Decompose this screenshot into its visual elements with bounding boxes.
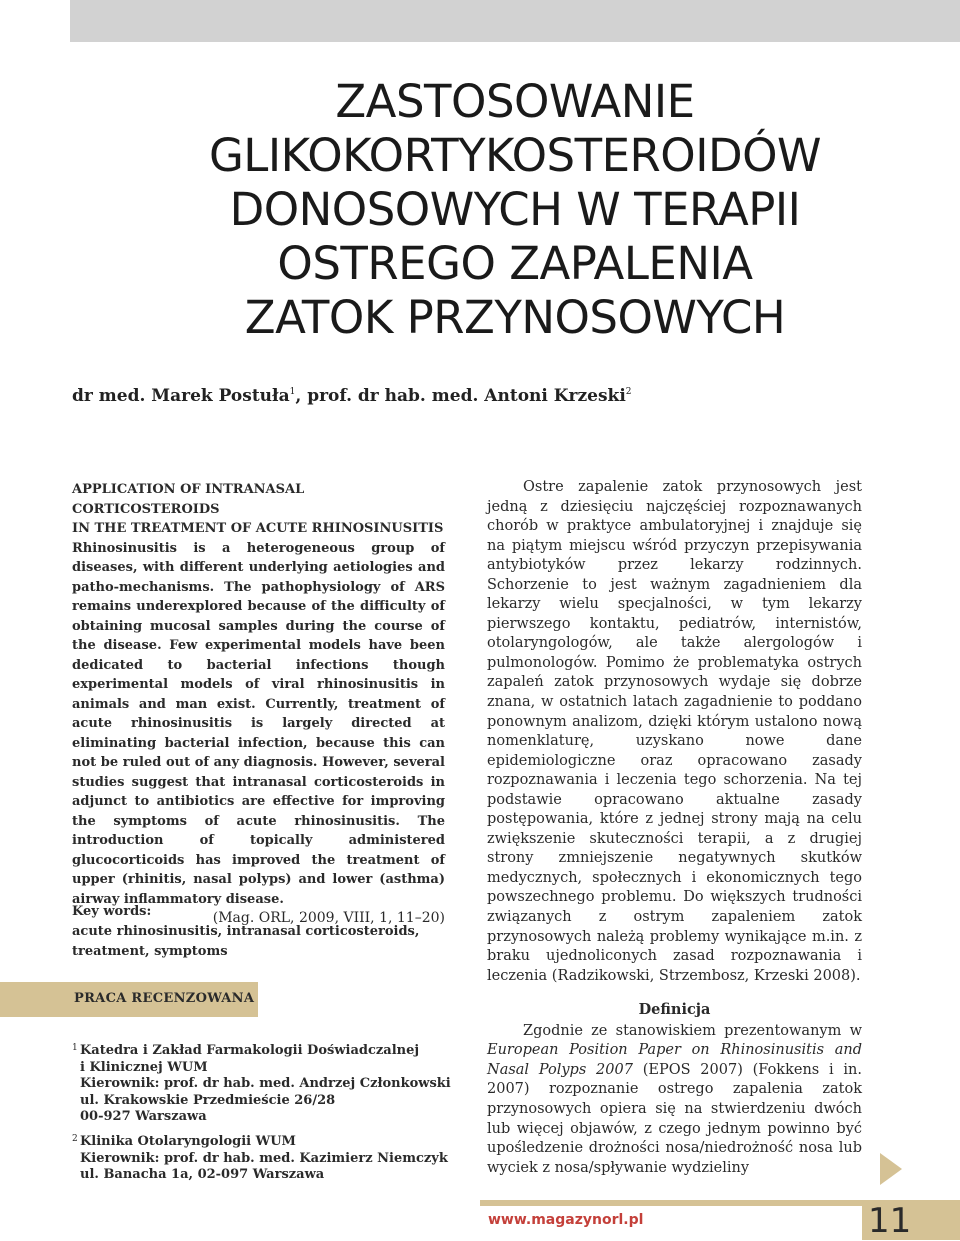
title-line: ZATOK PRZYNOSOWYCH (244, 291, 786, 344)
abstract-heading-line: APPLICATION OF INTRANASAL CORTICOSTEROIDS (72, 482, 305, 517)
review-badge (0, 982, 258, 1017)
author-separator: , (295, 386, 308, 406)
author-affiliation-marker: 2 (625, 387, 632, 397)
affiliation-line: i Klinicznej WUM (80, 1059, 208, 1075)
affiliation-block (72, 1134, 462, 1184)
section-heading-definicja: Definicja (638, 1001, 711, 1019)
affiliation-line: Kierownik: prof. dr hab. med. Andrzej Członkowski (80, 1076, 451, 1092)
title-line: OSTREGO ZAPALENIA (277, 237, 753, 290)
affiliations (72, 1043, 462, 1184)
affiliation-line: Kierownik: prof. dr hab. med. Kazimierz Niemczyk (80, 1150, 448, 1166)
keywords-block (72, 902, 445, 962)
article-title (70, 75, 960, 345)
review-badge-label: PRACA RECENZOWANA (74, 991, 255, 1006)
abstract-citation: (Mag. ORL, 2009, VIII, 1, 11–20) (212, 910, 445, 926)
affiliation-line: 00-927 Warszawa (80, 1109, 207, 1125)
author-name: dr med. Marek Postuła (72, 386, 290, 406)
affiliation-line: ul. Krakowskie Przedmieście 26/28 (80, 1092, 336, 1108)
keywords-line: acute rhinosinusitis, intranasal corticosteroids, (72, 924, 420, 939)
title-line: ZASTOSOWANIE (335, 75, 695, 128)
header-decoration-block (70, 0, 960, 42)
body-paragraph: Ostre zapalenie zatok przynosowych jest jedną z dziesięciu najczęściej rozpoznawanych chorób w praktyce ambulatoryjnej i znajduje się na piątym miejscu wśród przyczyn przepisywania antybiotyków przez lekarzy rodzinnych. Schorzenie to jest ważnym zagadnieniem dla lekarzy wielu specjalności, w tym lekarzy pierwszego kontaktu, pediatrów, internistów, otolaryngologów, ale także alergologów i pulmonologów. Pomimo że problematyka ostrych zapaleń zatok przynosowych wydaje się dobrze znana, w ostatnich latach zagadnienie to poddano ponownym analizom, dzięki którym ustalono nową nomenklaturę, uzyskano nowe dane epidemiologiczne oraz opracowano zasady rozpoznawania i leczenia tego schorzenia. Na tej podstawie opracowano aktualne zasady postępowania, które z jednej strony mają na celu zwiększenie skuteczności terapii, a z drugiej strony zmniejszenie negatywnych skutków medycznych, społecznych i ekonomicznych tego powszechnego problemu. Do większych trudności związanych z ostrym zapaleniem zatok przynosowych należą problemy wynikające m.in. z braku ujednoliconych zasad rozpoznawania i leczenia (Radzikowski, Strzembosz, Krzeski 2008). (487, 479, 862, 984)
affiliation-line: ul. Banacha 1a, 02-097 Warszawa (80, 1167, 325, 1183)
english-abstract (72, 480, 445, 929)
author-line (72, 386, 632, 406)
body-paragraph (487, 1022, 862, 1178)
keywords-label: Key words: (72, 904, 152, 919)
author-name: prof. dr hab. med. Antoni Krzeski (307, 386, 626, 406)
abstract-heading (72, 480, 445, 539)
body-text: (EPOS 2007) (Fokkens i in. 2007) rozpoznanie ostrego zapalenia zatok przynosowych opiera się na stwierdzeniu dwóch lub więcej objawów, z czego jednym powinno być upośledzenie drożności nosa/niedrożność nosa lub wyciek z nosa/spływanie wydzieliny (487, 1061, 862, 1176)
title-line: DONOSOWYCH W TERAPII (229, 183, 801, 236)
title-line: GLIKOKORTYKOSTEROIDÓW (208, 129, 822, 182)
body-text: Zgodnie ze stanowiskiem prezentowanym w (523, 1022, 862, 1039)
affiliation-line: Klinika Otolaryngologii WUM (80, 1133, 296, 1149)
abstract-body: Rhinosinusitis is a heterogeneous group of diseases, with different underlying aetiologies and patho-mechanisms. The pathophysiology of ARS remains underexplored because of the difficulty of obtaining mucosal samples during the course of the disease. Few experimental models have been dedicated to bacterial infections though experimental models of viral rhinosinusitis in animals and man exist. Currently, treatment of acute rhinosinusitis is largely directed at eliminating bacterial infection, because this can not be ruled out of any diagnosis. However, several studies suggest that intranasal corticosteroids in adjunct to antibiotics are effective for improving the symptoms of acute rhinosinusitis. The introduction of topically administered glucocorticoids has improved the treatment of upper (rhinitis, nasal polyps) and lower (asthma) airway inflammatory disease. (72, 540, 445, 907)
keywords-line: treatment, symptoms (72, 944, 228, 959)
affiliation-marker: 1 (72, 1043, 78, 1053)
abstract-heading-line: IN THE TREATMENT OF ACUTE RHINOSINUSITIS (72, 521, 444, 536)
polish-body-column (487, 478, 862, 1178)
continue-arrow-icon (880, 1153, 902, 1185)
affiliation-block (72, 1043, 462, 1126)
author-affiliation-marker: 1 (289, 387, 296, 397)
affiliation-line: Katedra i Zakład Farmakologii Doświadczalnej (80, 1043, 420, 1058)
body-text-italic: European Position Paper on Rhinosinusitis and Nasal Polyps 2007 (487, 1042, 862, 1078)
page-number: 11 (862, 1202, 960, 1240)
affiliation-marker: 2 (72, 1133, 78, 1144)
website-link[interactable]: www.magazynorl.pl (488, 1212, 644, 1228)
